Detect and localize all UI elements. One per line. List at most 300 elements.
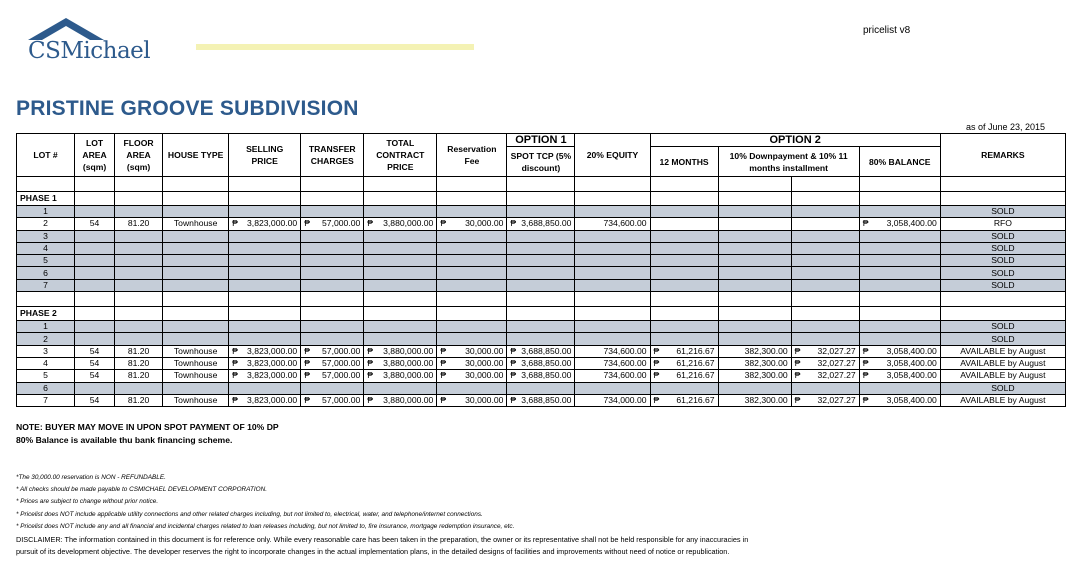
empty-cell — [650, 279, 718, 291]
spacer-cell — [75, 292, 115, 307]
spacer-cell — [163, 292, 229, 307]
phase-empty-cell — [115, 192, 163, 206]
total-contract-price-value: 3,880,000.00 — [383, 370, 434, 381]
total-contract-price — [364, 218, 437, 230]
table-row — [17, 230, 1066, 242]
empty-cell — [437, 382, 507, 394]
empty-cell — [507, 333, 575, 345]
reservation-fee — [437, 218, 507, 230]
transfer-charges-value: 57,000.00 — [322, 395, 361, 405]
col-house-type: HOUSE TYPE — [163, 134, 229, 177]
months-12-value: 61,216.67 — [676, 345, 715, 356]
phase-empty-cell — [791, 192, 859, 206]
peso-sign: ₱ — [510, 345, 517, 356]
spacer-cell — [507, 177, 575, 192]
reservation-fee — [437, 394, 507, 406]
transfer-charges — [301, 345, 364, 357]
col-equity: 20% EQUITY — [575, 134, 650, 177]
peso-sign: ₱ — [653, 395, 660, 405]
spacer-cell — [163, 177, 229, 192]
peso-sign: ₱ — [510, 218, 517, 229]
empty-cell — [301, 242, 364, 254]
selling-price — [229, 357, 301, 369]
empty-cell — [859, 321, 940, 333]
lot-number: 3 — [17, 345, 75, 357]
remarks: SOLD — [940, 230, 1065, 242]
fine-print-prices: * Prices are subject to change without prior notice. — [16, 498, 159, 505]
installment-value: 32,027.27 — [817, 370, 856, 381]
peso-sign: ₱ — [862, 370, 869, 381]
peso-sign: ₱ — [510, 358, 517, 369]
fine-print-utility: * Pricelist does NOT include applicable utility connections and other related charges including, but not limited to, electrical, water, and telephone/internet connections. — [16, 511, 483, 518]
lot-number: 5 — [17, 370, 75, 382]
empty-cell — [575, 267, 650, 279]
spacer-cell — [115, 292, 163, 307]
total-contract-price-value: 3,880,000.00 — [383, 345, 434, 356]
selling-price-value: 3,823,000.00 — [247, 370, 298, 381]
installment-value: 32,027.27 — [817, 345, 856, 356]
spacer-cell — [364, 177, 437, 192]
empty-cell — [718, 255, 791, 267]
peso-sign: ₱ — [653, 370, 660, 381]
peso-sign: ₱ — [794, 358, 801, 369]
empty-cell — [163, 382, 229, 394]
balance-80-value: 3,058,400.00 — [886, 395, 937, 405]
empty-cell — [163, 333, 229, 345]
installment — [791, 345, 859, 357]
months-12-value: 61,216.67 — [676, 358, 715, 369]
empty-cell — [75, 267, 115, 279]
peso-sign: ₱ — [304, 358, 310, 369]
empty-cell — [791, 321, 859, 333]
empty-cell — [75, 242, 115, 254]
total-contract-price-value: 3,880,000.00 — [383, 395, 434, 405]
empty-cell — [115, 333, 163, 345]
peso-sign: ₱ — [862, 395, 869, 405]
spacer-cell — [718, 292, 791, 307]
remarks: SOLD — [940, 267, 1065, 279]
col-total-contract-price: TOTAL CONTRACT PRICE — [364, 134, 437, 177]
empty-cell — [859, 333, 940, 345]
phase-empty-cell — [507, 192, 575, 206]
empty-cell — [437, 242, 507, 254]
remarks: AVAILABLE by August — [940, 357, 1065, 369]
phase-header-row — [17, 192, 1066, 206]
empty-cell — [791, 267, 859, 279]
empty-cell — [718, 321, 791, 333]
empty-cell — [364, 255, 437, 267]
empty-cell — [115, 255, 163, 267]
empty-cell — [229, 206, 301, 218]
empty-cell — [301, 333, 364, 345]
selling-price — [229, 218, 301, 230]
empty-cell — [229, 242, 301, 254]
empty-cell — [229, 255, 301, 267]
balance-80-value: 3,058,400.00 — [886, 358, 937, 369]
empty-cell — [650, 230, 718, 242]
phase-empty-cell — [791, 307, 859, 321]
empty-cell — [507, 255, 575, 267]
fine-print-financial: * Pricelist does NOT include any and all financial and incidental charges related to loan releases including, but not limited to, fire insurance, mortgage redemption insurance, etc. — [16, 523, 515, 530]
col-transfer-charges: TRANSFER CHARGES — [301, 134, 364, 177]
peso-sign: ₱ — [232, 345, 238, 356]
option-1-header: OPTION 1 — [507, 134, 575, 147]
balance-80 — [859, 357, 940, 369]
transfer-charges — [301, 370, 364, 382]
phase-empty-cell — [859, 192, 940, 206]
floor-area: 81.20 — [115, 394, 163, 406]
price-table — [16, 133, 1066, 407]
lot-area: 54 — [75, 357, 115, 369]
empty-cell — [364, 206, 437, 218]
phase-empty-cell — [163, 192, 229, 206]
downpayment — [718, 218, 791, 230]
lot-number: 6 — [17, 267, 75, 279]
spacer-cell — [301, 292, 364, 307]
phase-empty-cell — [507, 307, 575, 321]
empty-cell — [718, 279, 791, 291]
installment — [791, 370, 859, 382]
empty-cell — [115, 267, 163, 279]
empty-cell — [163, 242, 229, 254]
reservation-fee-value: 30,000.00 — [465, 345, 504, 356]
reservation-fee — [437, 357, 507, 369]
spacer-cell — [507, 292, 575, 307]
empty-cell — [301, 321, 364, 333]
peso-sign: ₱ — [367, 395, 373, 405]
spacer-cell — [791, 292, 859, 307]
empty-cell — [437, 333, 507, 345]
transfer-charges — [301, 357, 364, 369]
selling-price-value: 3,823,000.00 — [247, 395, 298, 405]
fine-print-reservation: *The 30,000.00 reservation is NON - REFUNDABLE. — [16, 474, 166, 481]
reservation-fee — [437, 370, 507, 382]
phase-empty-cell — [229, 192, 301, 206]
empty-cell — [718, 267, 791, 279]
empty-cell — [301, 279, 364, 291]
phase-empty-cell — [301, 307, 364, 321]
phase-empty-cell — [229, 307, 301, 321]
spot-tcp — [507, 218, 575, 230]
spacer-cell — [229, 177, 301, 192]
empty-cell — [791, 230, 859, 242]
disclaimer-line-2: pursuit of its development objective. The developer reserves the right to incorporate changes in the actual implementation plans, in the detailed designs of facilities and improvements without need of notice or republication. — [16, 547, 730, 556]
empty-cell — [75, 279, 115, 291]
table-row — [17, 321, 1066, 333]
remarks: SOLD — [940, 382, 1065, 394]
phase-empty-cell — [650, 192, 718, 206]
empty-cell — [229, 230, 301, 242]
spot-tcp — [507, 370, 575, 382]
peso-sign: ₱ — [510, 370, 517, 381]
table-row — [17, 333, 1066, 345]
spot-tcp-value: 3,688,850.00 — [521, 358, 572, 369]
lot-number: 5 — [17, 255, 75, 267]
empty-cell — [75, 382, 115, 394]
peso-sign: ₱ — [440, 395, 447, 405]
equity: 734,600.00 — [575, 357, 650, 369]
empty-cell — [575, 382, 650, 394]
peso-sign: ₱ — [862, 345, 869, 356]
lot-number: 7 — [17, 279, 75, 291]
page-title: PRISTINE GROOVE SUBDIVISION — [16, 97, 359, 120]
empty-cell — [791, 382, 859, 394]
empty-cell — [75, 255, 115, 267]
peso-sign: ₱ — [794, 345, 801, 356]
downpayment: 382,300.00 — [718, 357, 791, 369]
spacer-cell — [791, 177, 859, 192]
empty-cell — [575, 230, 650, 242]
header-accent-bar — [196, 44, 474, 50]
note-bank-financing: 80% Balance is available thu bank financing scheme. — [16, 435, 233, 445]
peso-sign: ₱ — [794, 370, 801, 381]
lot-number: 7 — [17, 394, 75, 406]
reservation-fee-value: 30,000.00 — [465, 395, 504, 405]
empty-cell — [163, 321, 229, 333]
empty-cell — [115, 382, 163, 394]
table-row — [17, 279, 1066, 291]
empty-cell — [507, 230, 575, 242]
months-12 — [650, 345, 718, 357]
col-reservation-fee: Reservation Fee — [437, 134, 507, 177]
empty-cell — [229, 382, 301, 394]
phase-empty-cell — [650, 307, 718, 321]
selling-price-value: 3,823,000.00 — [247, 358, 298, 369]
reservation-fee-value: 30,000.00 — [465, 370, 504, 381]
empty-cell — [791, 333, 859, 345]
downpayment: 382,300.00 — [718, 370, 791, 382]
spot-tcp — [507, 394, 575, 406]
peso-sign: ₱ — [862, 218, 869, 229]
remarks: SOLD — [940, 321, 1065, 333]
empty-cell — [650, 242, 718, 254]
total-contract-price — [364, 394, 437, 406]
spot-tcp — [507, 357, 575, 369]
empty-cell — [507, 382, 575, 394]
phase-empty-cell — [301, 192, 364, 206]
downpayment: 382,300.00 — [718, 394, 791, 406]
spot-tcp-value: 3,688,850.00 — [521, 370, 572, 381]
empty-cell — [507, 267, 575, 279]
total-contract-price-value: 3,880,000.00 — [383, 218, 434, 229]
empty-cell — [718, 333, 791, 345]
peso-sign: ₱ — [232, 370, 238, 381]
col-selling-price: SELLING PRICE — [229, 134, 301, 177]
spacer-cell — [940, 177, 1065, 192]
total-contract-price — [364, 370, 437, 382]
empty-cell — [650, 382, 718, 394]
spacer-cell — [229, 292, 301, 307]
floor-area: 81.20 — [115, 218, 163, 230]
months-12-value: 61,216.67 — [676, 370, 715, 381]
peso-sign: ₱ — [367, 345, 373, 356]
phase-label: PHASE 1 — [17, 192, 75, 206]
phase-empty-cell — [859, 307, 940, 321]
spot-tcp — [507, 345, 575, 357]
col-remarks: REMARKS — [940, 134, 1065, 177]
spacer-cell — [575, 292, 650, 307]
spacer-cell — [75, 177, 115, 192]
table-row — [17, 345, 1066, 357]
peso-sign: ₱ — [232, 218, 238, 229]
phase-empty-cell — [75, 307, 115, 321]
peso-sign: ₱ — [440, 358, 447, 369]
spacer-cell — [437, 177, 507, 192]
empty-cell — [507, 321, 575, 333]
empty-cell — [115, 206, 163, 218]
empty-cell — [364, 321, 437, 333]
balance-80 — [859, 370, 940, 382]
months-12 — [650, 370, 718, 382]
peso-sign: ₱ — [653, 358, 660, 369]
table-row — [17, 357, 1066, 369]
version-label: pricelist v8 — [863, 25, 911, 36]
empty-cell — [859, 230, 940, 242]
phase-empty-cell — [437, 192, 507, 206]
empty-cell — [364, 333, 437, 345]
peso-sign: ₱ — [440, 370, 447, 381]
empty-cell — [575, 333, 650, 345]
empty-cell — [364, 279, 437, 291]
col-spot-tcp: SPOT TCP (5% discount) — [507, 147, 575, 177]
downpayment: 382,300.00 — [718, 345, 791, 357]
balance-80 — [859, 345, 940, 357]
selling-price — [229, 345, 301, 357]
empty-cell — [859, 206, 940, 218]
empty-cell — [859, 382, 940, 394]
empty-cell — [301, 255, 364, 267]
empty-cell — [115, 321, 163, 333]
selling-price-value: 3,823,000.00 — [247, 345, 298, 356]
peso-sign: ₱ — [440, 218, 447, 229]
transfer-charges — [301, 394, 364, 406]
empty-cell — [301, 382, 364, 394]
total-contract-price-value: 3,880,000.00 — [383, 358, 434, 369]
remarks: AVAILABLE by August — [940, 345, 1065, 357]
total-contract-price — [364, 357, 437, 369]
note-move-in: NOTE: BUYER MAY MOVE IN UPON SPOT PAYMENT OF 10% DP — [16, 422, 279, 432]
remarks: RFO — [940, 218, 1065, 230]
phase-empty-cell — [940, 307, 1065, 321]
months-12 — [650, 394, 718, 406]
empty-cell — [718, 206, 791, 218]
balance-80-value: 3,058,400.00 — [886, 218, 937, 229]
empty-cell — [364, 230, 437, 242]
empty-cell — [437, 255, 507, 267]
empty-cell — [163, 279, 229, 291]
col-12-months: 12 MONTHS — [650, 147, 718, 177]
peso-sign: ₱ — [367, 358, 373, 369]
phase-empty-cell — [75, 192, 115, 206]
floor-area: 81.20 — [115, 370, 163, 382]
company-logo — [26, 16, 186, 64]
floor-area: 81.20 — [115, 345, 163, 357]
empty-cell — [437, 279, 507, 291]
phase-empty-cell — [437, 307, 507, 321]
as-of-date: as of June 23, 2015 — [966, 122, 1046, 132]
lot-number: 1 — [17, 206, 75, 218]
logo-text: CSMichael — [28, 38, 151, 64]
col-80-balance: 80% BALANCE — [859, 147, 940, 177]
house-type: Townhouse — [163, 370, 229, 382]
empty-cell — [650, 321, 718, 333]
reservation-fee-value: 30,000.00 — [465, 218, 504, 229]
peso-sign: ₱ — [232, 395, 238, 405]
table-row — [17, 370, 1066, 382]
spacer-cell — [859, 292, 940, 307]
empty-cell — [791, 242, 859, 254]
col-downpayment: 10% Downpayment & 10% 11 months installment — [718, 147, 859, 177]
house-type: Townhouse — [163, 345, 229, 357]
phase-empty-cell — [940, 192, 1065, 206]
empty-cell — [575, 206, 650, 218]
empty-cell — [575, 255, 650, 267]
house-type: Townhouse — [163, 394, 229, 406]
selling-price — [229, 394, 301, 406]
peso-sign: ₱ — [232, 358, 238, 369]
transfer-charges-value: 57,000.00 — [322, 370, 361, 381]
transfer-charges-value: 57,000.00 — [322, 218, 361, 229]
phase-empty-cell — [575, 192, 650, 206]
remarks: SOLD — [940, 279, 1065, 291]
reservation-fee-value: 30,000.00 — [465, 358, 504, 369]
equity: 734,600.00 — [575, 345, 650, 357]
option-2-header: OPTION 2 — [650, 134, 940, 147]
empty-cell — [791, 255, 859, 267]
spacer-row — [17, 292, 1066, 307]
empty-cell — [437, 267, 507, 279]
lot-area: 54 — [75, 394, 115, 406]
installment-value: 32,027.27 — [817, 395, 856, 405]
fine-print-checks: * All checks should be made payable to CSMICHAEL DEVELOPMENT CORPORATION. — [16, 486, 267, 493]
spot-tcp-value: 3,688,850.00 — [521, 218, 572, 229]
lot-number: 3 — [17, 230, 75, 242]
price-table-body — [17, 177, 1066, 407]
empty-cell — [507, 206, 575, 218]
balance-80-value: 3,058,400.00 — [886, 370, 937, 381]
empty-cell — [163, 255, 229, 267]
months-12-value: 61,216.67 — [676, 395, 715, 405]
empty-cell — [75, 321, 115, 333]
table-row — [17, 267, 1066, 279]
house-type: Townhouse — [163, 218, 229, 230]
lot-number: 4 — [17, 242, 75, 254]
col-lot: LOT # — [17, 134, 75, 177]
floor-area: 81.20 — [115, 357, 163, 369]
peso-sign: ₱ — [304, 370, 310, 381]
reservation-fee — [437, 345, 507, 357]
equity: 734,600.00 — [575, 370, 650, 382]
peso-sign: ₱ — [794, 395, 801, 405]
peso-sign: ₱ — [653, 345, 660, 356]
table-row — [17, 242, 1066, 254]
phase-empty-cell — [718, 307, 791, 321]
empty-cell — [718, 230, 791, 242]
empty-cell — [507, 242, 575, 254]
empty-cell — [364, 382, 437, 394]
empty-cell — [650, 255, 718, 267]
empty-cell — [364, 242, 437, 254]
empty-cell — [859, 267, 940, 279]
house-type: Townhouse — [163, 357, 229, 369]
selling-price-value: 3,823,000.00 — [247, 218, 298, 229]
remarks: SOLD — [940, 333, 1065, 345]
peso-sign: ₱ — [367, 218, 373, 229]
transfer-charges — [301, 218, 364, 230]
phase-empty-cell — [575, 307, 650, 321]
empty-cell — [437, 321, 507, 333]
remarks: AVAILABLE by August — [940, 370, 1065, 382]
